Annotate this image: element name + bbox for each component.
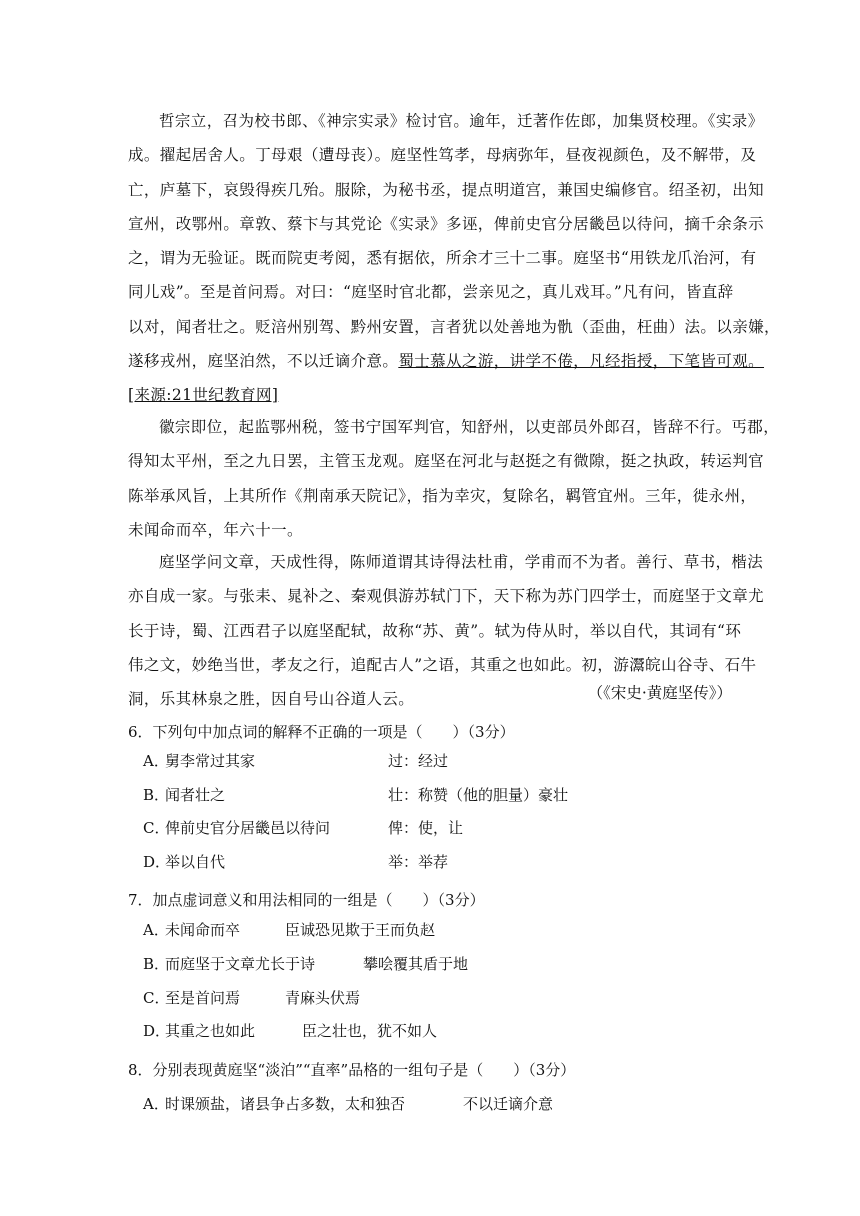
option-text: 舅李常过其家	[165, 752, 256, 770]
question-7-stem: 7．加点虚词意义和用法相同的一组是（ ）（3分）	[128, 891, 485, 909]
option-explanation: 壮：称赞（他的胆量）豪壮	[388, 786, 569, 804]
q6-option-a	[143, 750, 449, 771]
option-text: 俾前史官分居畿邑以待问	[165, 819, 331, 837]
option-label: D．	[143, 1022, 171, 1040]
q6-option-c	[143, 817, 464, 838]
q7-option-d	[143, 1020, 437, 1041]
passage-line: 得知太平州，至之九日罢，主管玉龙观。庭坚在河北与赵挺之有微隙，挺之执政，转运判官	[128, 452, 765, 471]
option-label: C．	[143, 989, 170, 1007]
option-label: B．	[143, 786, 170, 804]
passage-line: 亦自成一家。与张耒、晁补之、秦观俱游苏轼门下，天下称为苏门四学士，而庭坚于文章尤	[128, 587, 765, 606]
option-text-a: 未闻命而卒	[165, 921, 241, 939]
q7-option-a	[143, 919, 435, 940]
passage-line: 长于诗，蜀、江西君子以庭坚配轼，故称“苏、黄”。轼为侍从时，举以自代，其词有“环	[128, 621, 742, 640]
passage-line	[128, 378, 730, 412]
option-text-a: 而庭坚于文章尤长于诗	[165, 955, 316, 973]
passage-line	[128, 344, 765, 378]
passage-line: 伟之文，妙绝当世，孝友之行，追配古人”之语，其重之也如此。初，游灊皖山谷寺、石牛	[128, 655, 757, 674]
q7-option-b	[143, 953, 468, 974]
passage-line: 以对，闻者壮之。贬涪州别驾、黔州安置，言者犹以处善地为骩（歪曲，枉曲）法。以亲嫌，	[128, 317, 780, 336]
question-6-stem: 6．下列句中加点词的解释不正确的一项是（ ）（3分）	[128, 723, 515, 741]
passage-line: 宣州，改鄂州。章敦、蔡卞与其党论《实录》多诬，俾前史官分居畿邑以待问，摘千余条示	[128, 214, 765, 233]
source-citation: （《宋史·黄庭坚传》）	[587, 684, 732, 702]
passage-line: 哲宗立，召为校书郎、《神宗实录》检讨官。逾年，迁著作佐郎，加集贤校理。《实录》	[159, 112, 764, 130]
option-label: D．	[143, 853, 171, 871]
passage-line: 庭坚学问文章，天成性得，陈师道谓其诗得法杜甫，学甫而不为者。善行、草书，楷法	[159, 553, 764, 571]
q6-option-b	[143, 784, 569, 805]
passage-line: 徽宗即位，起监鄂州税，签书宁国军判官，知舒州，以吏部员外郎召，皆辞不行。丐郡，	[159, 418, 780, 436]
q8-option-a	[143, 1093, 553, 1114]
option-text-b: 攀哙覆其盾于地	[363, 955, 469, 973]
question-8-stem: 8．分别表现黄庭坚“淡泊”“直率”品格的一组句子是（ ）（3分）	[128, 1061, 576, 1079]
q7-option-c	[143, 987, 360, 1008]
passage-paragraph-1	[128, 104, 780, 413]
option-label: C．	[143, 819, 170, 837]
passage-line: 未闻命而卒，年六十一。	[128, 520, 303, 539]
option-text-a: 至是首问焉	[165, 989, 241, 1007]
passage-line: 同儿戏”。至是首问焉。对曰：“庭坚时官北都，尝亲见之，真儿戏耳。”凡有问，皆直辞	[128, 283, 734, 302]
option-text-b: 青麻头伏焉	[285, 989, 361, 1007]
option-text: 闻者壮之	[165, 786, 226, 804]
option-text-b: 臣诚恐见欺于王而负赵	[285, 921, 436, 939]
option-label: B．	[143, 955, 170, 973]
passage-line: 之，谓为无验证。既而院吏考阅，悉有据依，所余才三十二事。庭坚书“用铁龙爪治河，有	[128, 249, 757, 268]
passage-text: 遂移戎州，庭坚泊然，不以迁谪介意。	[128, 352, 399, 371]
option-explanation: 俾：使，让	[388, 819, 464, 837]
passage-line: 亡，庐墓下，哀毁得疾几殆。服除，为秘书丞，提点明道宫，兼国史编修官。绍圣初，出知	[128, 180, 765, 199]
option-text-a: 其重之也如此	[165, 1022, 256, 1040]
option-text-b: 臣之壮也，犹不如人	[302, 1022, 438, 1040]
option-label: A．	[143, 752, 169, 770]
passage-paragraph-2	[128, 410, 780, 547]
option-text: 举以自代	[165, 853, 226, 871]
passage-line: 成。擢起居舍人。丁母艰（遭母丧）。庭坚性笃孝，母病弥年，昼夜视颜色，及不解带，及	[128, 146, 757, 165]
passage-line: 洞，乐其林泉之胜，因自号山谷道人云。	[128, 690, 415, 709]
option-label: A．	[143, 921, 169, 939]
option-text-b: 不以迁谪介意	[463, 1095, 554, 1113]
option-explanation: 举：举荐	[388, 853, 449, 871]
source-note: [来源:21世纪教育网]	[128, 386, 279, 405]
passage-line: 陈举承风旨，上其所作《荆南承天院记》，指为幸灾，复除名，羁管宜州。三年，徙永州，	[128, 486, 757, 505]
option-label: A．	[143, 1095, 169, 1113]
underlined-sentence: 蜀士慕从之游，讲学不倦，凡经指授，下笔皆可观。	[398, 352, 765, 371]
option-text-a: 时课颁盐，诸县争占多数，太和独否	[165, 1095, 406, 1113]
q6-option-d	[143, 851, 449, 872]
option-explanation: 过：经过	[388, 752, 449, 770]
